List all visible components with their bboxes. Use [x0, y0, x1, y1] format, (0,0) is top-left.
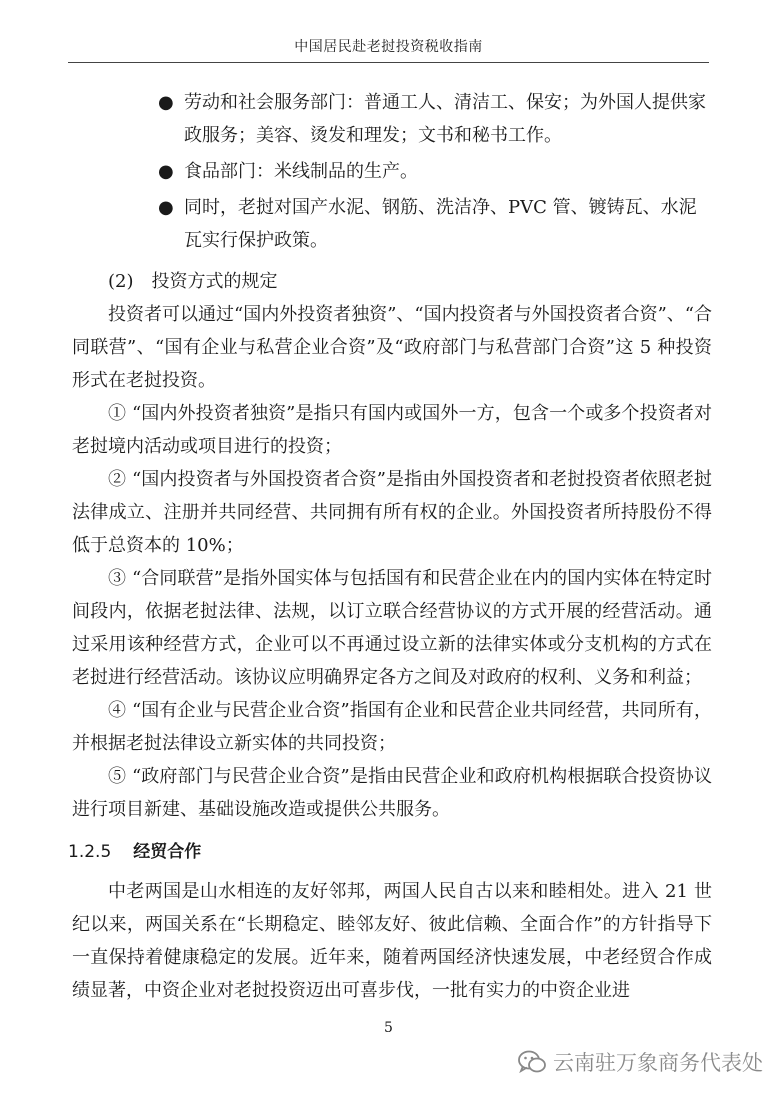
bullet-icon: ●: [158, 92, 174, 113]
bullet-icon: ●: [158, 197, 174, 218]
investment-form-item: ④ “国有企业与民营企业合资”指国有企业和民营企业共同经营，共同所有，并根据老挝法律设立新实体的共同投资；: [72, 700, 712, 754]
page-header: 中国居民赴老挝投资税收指南: [294, 39, 483, 55]
bullet-text: 食品部门：米线制品的生产。: [184, 161, 418, 182]
investment-form-item: ③ “合同联营”是指外国实体与包括国有和民营企业在内的国内实体在特定时间段内，依据老挝法律、法规，以订立联合经营协议的方式开展的经营活动。通过采用该种经营方式，企业可以不再通过设立新的法律实体或分支机构的方式在老挝进行经营活动。该协议应明确界定各方之间及对政府的权利、义务和利益；: [72, 568, 712, 688]
header-divider: [68, 62, 709, 63]
bullet-list: [72, 86, 712, 257]
wechat-icon: [517, 1049, 547, 1075]
section-paragraph: 中老两国是山水相连的友好邻邦，两国人民自古以来和睦相处。进入 21 世纪以来，两国关系在“长期稳定、睦邻友好、彼此信赖、全面合作”的方针指导下一直保持着健康稳定的发展。近年来，随着两国经济快速发展，中老经贸合作成绩显著，中资企业对老挝投资迈出可喜步伐，一批有实力的中资企业进: [72, 881, 712, 1001]
list-item: [72, 155, 712, 188]
subsection-title: (2) 投资方式的规定: [108, 271, 278, 292]
intro-paragraph: 投资者可以通过“国内外投资者独资”、“国内投资者与外国投资者合资”、“合同联营”、“国有企业与私营企业合资”及“政府部门与私营部门合资”这 5 种投资形式在老挝投资。: [72, 304, 713, 391]
watermark: [517, 1047, 763, 1077]
bullet-icon: ●: [158, 161, 174, 182]
section-heading: [68, 836, 712, 869]
watermark-text: 云南驻万象商务代表处: [553, 1051, 763, 1075]
section-title: 经贸合作: [133, 842, 202, 862]
investment-form-item: ② “国内投资者与外国投资者合资”是指由外国投资者和老挝投资者依照老挝法律成立、注册并共同经营、共同拥有所有权的企业。外国投资者所持股份不得低于总资本的 10%；: [72, 469, 712, 556]
document-body: [68, 86, 713, 1007]
page-number: 5: [384, 1020, 393, 1036]
section-number: 1.2.5: [68, 842, 112, 862]
list-item: [72, 191, 712, 257]
list-item: [72, 86, 712, 152]
bullet-text: 同时，老挝对国产水泥、钢筋、洗洁净、PVC 管、镀铸瓦、水泥瓦实行保护政策。: [184, 197, 697, 251]
bullet-text: 劳动和社会服务部门：普通工人、清洁工、保安；为外国人提供家政服务；美容、烫发和理发；文书和秘书工作。: [184, 92, 706, 146]
investment-form-item: ⑤ “政府部门与民营企业合资”是指由民营企业和政府机构根据联合投资协议进行项目新建、基础设施改造或提供公共服务。: [72, 766, 712, 820]
investment-form-item: ① “国内外投资者独资”是指只有国内或国外一方，包含一个或多个投资者对老挝境内活动或项目进行的投资；: [72, 403, 712, 457]
